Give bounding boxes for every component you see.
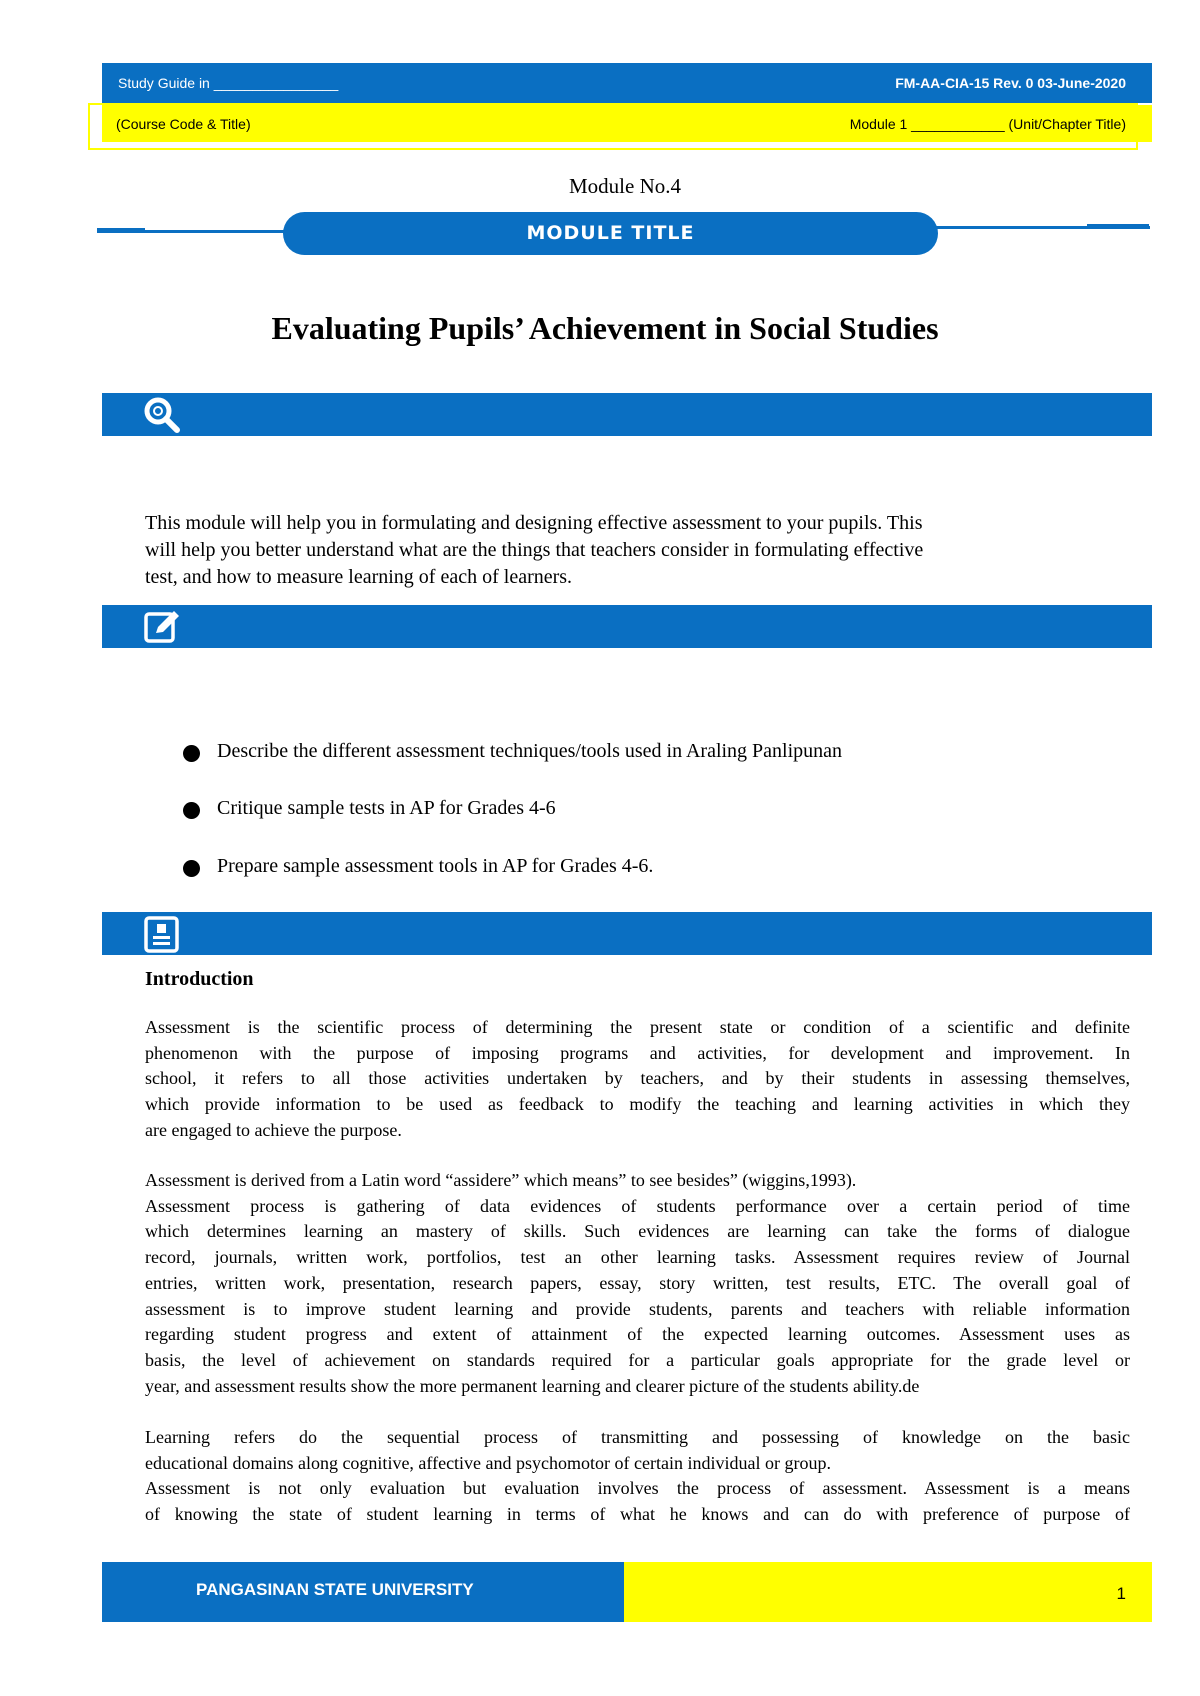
- text-line: phenomenon with the purpose of imposing programs and activities, for development and improvement. In: [145, 1042, 1130, 1063]
- bullet-icon: [183, 802, 200, 819]
- module-line-label: Module 1 ____________ (Unit/Chapter Title): [849, 116, 1126, 132]
- text-line: assessment is to improve student learning and provide students, parents and teachers with reliable information: [145, 1298, 1130, 1319]
- overview-paragraph: [145, 510, 1105, 591]
- edit-icon: [142, 607, 182, 647]
- course-code-label: (Course Code & Title): [116, 116, 251, 132]
- header-course-bar: [102, 105, 1152, 142]
- text-line: school, it refers to all those activities undertaken by teachers, and by their students in assessing themselves,: [145, 1068, 1130, 1089]
- overview-line: This module will help you in formulating and designing effective assessment to your pupils. This: [145, 512, 923, 534]
- text-line: basis, the level of achievement on standards required for a particular goals appropriate for the grade level or: [145, 1349, 1130, 1370]
- text-line: of knowing the state of student learning in terms of what he knows and can do with preference of purpose of: [145, 1504, 1130, 1525]
- text-line: Assessment is derived from a Latin word “assidere” which means” to see besides” (wiggins,1993).: [145, 1170, 857, 1190]
- text-line: entries, written work, presentation, research papers, essay, story written, test results, ETC. The overall goal of: [145, 1272, 1130, 1293]
- module-number: Module No.4: [569, 174, 681, 198]
- text-line: regarding student progress and extent of attainment of the expected learning outcomes. Assessment uses as: [145, 1324, 1130, 1345]
- title-rule-left-dash: [97, 228, 145, 232]
- form-code: FM-AA-CIA-15 Rev. 0 03-June-2020: [895, 75, 1126, 91]
- text-line: which determines learning an mastery of skills. Such evidences are learning can take the forms of dialogue: [145, 1221, 1130, 1242]
- text-line: Assessment process is gathering of data evidences of students performance over a certain period of time: [145, 1195, 1130, 1216]
- text-line: Learning refers do the sequential process of transmitting and possessing of knowledge on the basic: [145, 1427, 1130, 1447]
- text-line: are engaged to achieve the purpose.: [145, 1119, 402, 1140]
- text-line: Assessment is not only evaluation but evaluation involves the process of assessment. Assessment is a means: [145, 1478, 1130, 1499]
- intro-paragraph-1: [145, 1015, 1130, 1144]
- page-title: Evaluating Pupils’ Achievement in Social Studies: [271, 310, 939, 346]
- discussion-section-bar: [102, 912, 1152, 955]
- university-name: PANGASINAN STATE UNIVERSITY: [196, 1580, 474, 1599]
- text-line: year, and assessment results show the more permanent learning and clearer picture of the students ability.de: [145, 1375, 920, 1396]
- footer-university-bar: [102, 1562, 624, 1622]
- overview-line: will help you better understand what are the things that teachers consider in formulating effective: [145, 539, 924, 561]
- text-line: Assessment is the scientific process of determining the present state or condition of a scientific and definite: [145, 1017, 1130, 1037]
- overview-section-bar: [102, 393, 1152, 436]
- bullet-icon: [183, 745, 200, 762]
- bullet-icon: [183, 860, 200, 877]
- text-line: which provide information to be used as feedback to modify the teaching and learning activities in which they: [145, 1094, 1130, 1115]
- header-bar: [102, 63, 1152, 103]
- footer-page-bar: [624, 1562, 1152, 1622]
- title-rule-right-dash: [1087, 224, 1149, 228]
- objectives-section-bar: [102, 605, 1152, 648]
- objective-text: Critique sample tests in AP for Grades 4-6: [217, 797, 556, 819]
- search-icon: [142, 395, 182, 435]
- objective-text: Prepare sample assessment tools in AP for Grades 4-6.: [217, 855, 654, 877]
- intro-paragraph-3: [145, 1425, 1130, 1528]
- module-title-banner: MODULE TITLE: [283, 212, 938, 255]
- text-line: record, journals, written work, portfolios, test an other learning tasks. Assessment requires review of Journal: [145, 1247, 1130, 1268]
- document-icon: [142, 914, 182, 954]
- overview-line: test, and how to measure learning of each of learners.: [145, 566, 573, 588]
- intro-paragraph-2: [145, 1168, 1130, 1399]
- text-line: educational domains along cognitive, affective and psychomotor of certain individual or group.: [145, 1452, 831, 1473]
- study-guide-label: Study Guide in ________________: [118, 75, 339, 91]
- objective-text: Describe the different assessment techniques/tools used in Araling Panlipunan: [217, 740, 843, 762]
- page-number: 1: [1116, 1584, 1126, 1603]
- introduction-heading: Introduction: [145, 968, 254, 990]
